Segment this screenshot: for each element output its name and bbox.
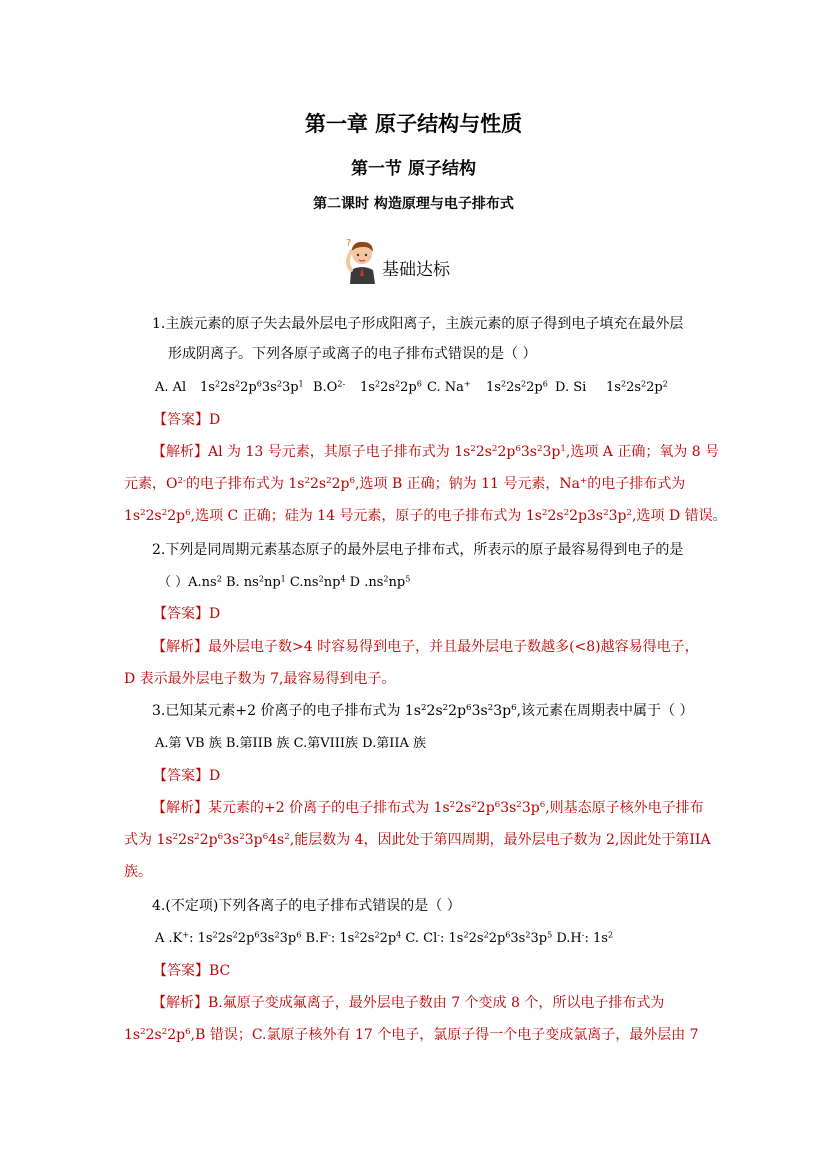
q3-explanation-line2: 式为 $1s^22s^22p^63s^23p^64s^2$,能层数为 4，因此处于第四周期，最外层电子数为 2,因此处于第IIA [124, 832, 711, 848]
q2-stem-line2: （ ）$A.ns^2$ B. $ns^2np^1$ $C.ns^2np^4$ D $.ns^2np^5$ [158, 574, 411, 590]
q1-option-b-label: $B.O^{2-}$ [313, 379, 346, 395]
svg-text:?: ? [346, 238, 352, 249]
thinking-boy-icon [342, 236, 380, 284]
q1-option-a-label: A. Al [155, 380, 187, 395]
q1-stem-line1: 1.主族元素的原子失去最外层电子形成阳离子，主族元素的原子得到电子填充在最外层 [152, 316, 684, 332]
q1-option-d-label: D. Si [555, 380, 587, 395]
q4-explanation-line1: 【解析】B.氟原子变成氟离子，最外层电子数由 7 个变成 8 个，所以电子排布式为 [152, 995, 665, 1011]
lesson-title: 第二课时 构造原理与电子排布式 [313, 196, 514, 212]
q1-answer: 【答案】D [153, 412, 221, 428]
section-title: 第一节 原子结构 [351, 159, 476, 179]
q1-options [155, 378, 735, 398]
q4-options: A .K+: $1s^22s^22p^63s^23p^6$ B.F-: $1s^22s^22p^4$ C. Cl-: $1s^22s^22p^63s^23p^5$ D.H-: $1s^2$ [155, 930, 614, 946]
q4-explanation-line2: $1s^22s^22p^6,B$ 错误；C.氯原子核外有 17 个电子，氯原子得一个电子变成氯离子，最外层由 7 [124, 1027, 699, 1043]
q1-option-c-formula: $1s^22s^22p^6$ [486, 379, 548, 395]
badge-label: 基础达标 [382, 260, 450, 280]
q1-option-d-formula: $1s^22s^22p^2$ [606, 379, 668, 395]
q1-option-a-formula: $1s^22s^22p^63s^23p^1$ [200, 379, 304, 395]
basic-practice-badge [342, 236, 450, 284]
q1-explanation-line1: 【解析】Al 为 13 号元素，其原子电子排布式为 $1s^22s^22p^63s^23p^1$,选项 A 正确；氧为 8 号 [152, 444, 720, 460]
q2-explanation-line2: D 表示最外层电子数为 7,最容易得到电子。 [124, 671, 396, 687]
q4-stem-line1: 4.(不定项)下列各离子的电子排布式错误的是（ ） [152, 898, 461, 914]
q4-answer: 【答案】BC [153, 963, 231, 979]
q3-answer: 【答案】D [153, 768, 221, 784]
q1-option-b-formula: $1s^22s^22p^6$ [360, 379, 422, 395]
q3-explanation-line1: 【解析】某元素的+2 价离子的电子排布式为 $1s^22s^22p^63s^23p^6$,则基态原子核外电子排布 [152, 800, 704, 816]
q2-answer: 【答案】D [153, 606, 221, 622]
q3-options: A.第 VB 族 B.第IIB 族 C.第VIII族 D.第IIA 族 [155, 736, 427, 751]
q1-explanation-line2: 元素，$O^{2-}$的电子排布式为 $1s^22s^22p^6$,选项 B 正确；钠为 11 号元素，Na+的电子排布式为 [124, 476, 686, 492]
q1-option-c-label: C. Na+ [427, 379, 471, 395]
q2-stem-line1: 2.下列是同周期元素基态原子的最外层电子排布式，所表示的原子最容易得到电子的是 [152, 542, 684, 558]
q2-explanation-line1: 【解析】最外层电子数>4 时容易得到电子，并且最外层电子数越多(<8)越容易得电子， [152, 639, 699, 655]
q3-stem-line1: 3.已知某元素+2 价离子的电子排布式为 $1s^22s^22p^63s^23p^6$,该元素在周期表中属于（ ） [152, 703, 694, 719]
q1-stem-line2: 形成阴离子。下列各原子或离子的电子排布式错误的是（ ） [168, 346, 537, 362]
chapter-title: 第一章 原子结构与性质 [304, 111, 523, 136]
q3-explanation-line3: 族。 [124, 864, 152, 880]
q1-explanation-line3: $1s^22s^22p^6$,选项 C 正确；硅为 14 号元素，原子的电子排布式为 $1s^22s^22p3s^23p^2$,选项 D 错误。 [124, 508, 727, 524]
